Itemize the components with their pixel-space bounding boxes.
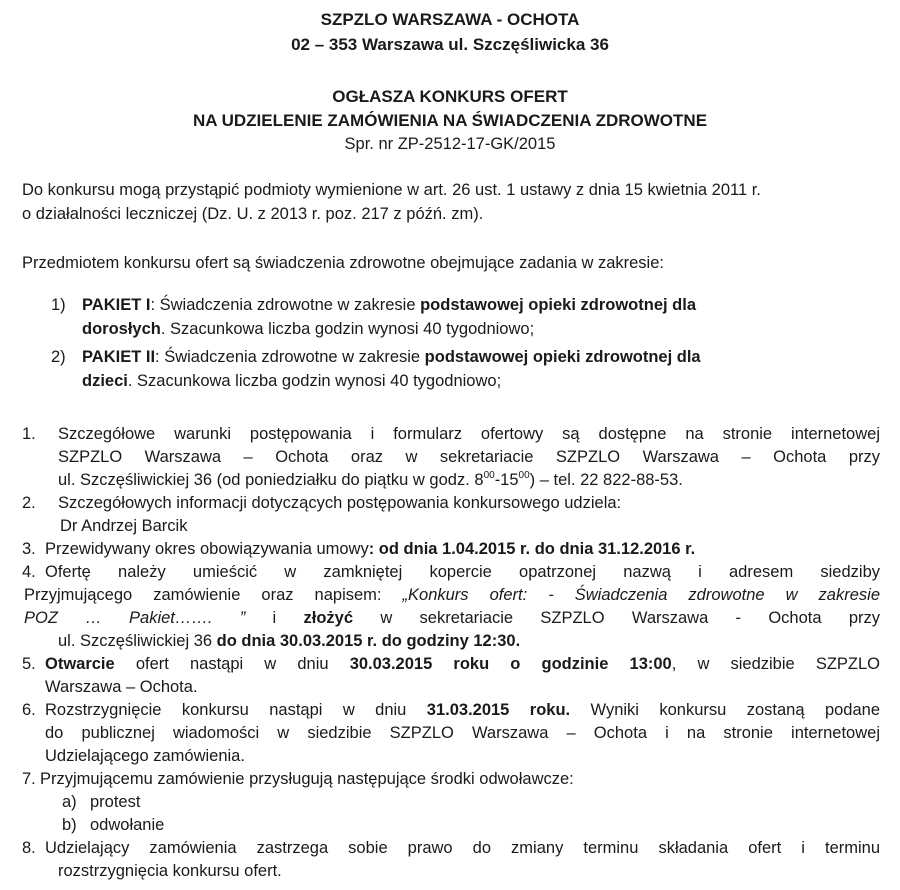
- org-name: SZPZLO WARSZAWA - OCHOTA: [320, 10, 580, 29]
- item-3-number: 3.: [22, 540, 36, 558]
- item-1-number: 1.: [22, 425, 36, 443]
- item-2-line-2: Dr Andrzej Barcik: [60, 517, 188, 535]
- item-3-line: Przewidywany okres obowiązywania umowy: od dnia 1.04.2015 r. do dnia 31.12.2016 r.: [45, 540, 696, 558]
- item-8-number: 8.: [22, 839, 36, 857]
- case-number: Spr. nr ZP-2512-17-GK/2015: [344, 135, 556, 153]
- package-2-number: 2): [51, 348, 66, 366]
- item-2-line-1: Szczegółowych informacji dotyczących postępowania konkursowego udziela:: [58, 494, 622, 512]
- item-7b-text: odwołanie: [90, 816, 165, 834]
- item-1-line-2: SZPZLO Warszawa – Ochota oraz w sekretariacie SZPZLO Warszawa – Ochota przy: [58, 448, 880, 466]
- intro-line-2: o działalności leczniczej (Dz. U. z 2013 r. poz. 217 z późń. zm).: [22, 205, 484, 223]
- package-1-number: 1): [51, 296, 66, 314]
- subject-line: Przedmiotem konkursu ofert są świadczenia zdrowotne obejmujące zadania w zakresie:: [22, 254, 664, 272]
- item-1-line-3: ul. Szczęśliwickiej 36 (od poniedziałku do piątku w godz. $8^{00}-15^{00}$) – tel. 22 822-88-53.: [58, 470, 683, 489]
- item-7a-number: a): [62, 793, 77, 811]
- package-1-line-2: dorosłych. Szacunkowa liczba godzin wynosi 40 tygodniowo;: [82, 320, 535, 338]
- item-4-line-1: Ofertę należy umieścić w zamkniętej kopercie opatrzonej nazwą i adresem siedziby: [45, 563, 880, 581]
- package-2-line-1: PAKIET II: Świadczenia zdrowotne w zakresie podstawowej opieki zdrowotnej dla: [82, 348, 701, 366]
- item-7-line-1: Przyjmującemu zamówienie przysługują następujące środki odwoławcze:: [40, 770, 574, 788]
- item-8-line-1: Udzielający zamówienia zastrzega sobie prawo do zmiany terminu składania ofert i terminu: [45, 839, 880, 857]
- org-address: 02 – 353 Warszawa ul. Szczęśliwicka 36: [291, 35, 609, 54]
- item-4-line-3: POZ … Pakiet……. ” i złożyć w sekretariacie SZPZLO Warszawa - Ochota przy: [24, 609, 881, 627]
- item-7b-number: b): [62, 816, 77, 834]
- package-2-line-2: dzieci. Szacunkowa liczba godzin wynosi 40 tygodniowo;: [82, 372, 502, 390]
- item-7-number: 7.: [22, 770, 36, 788]
- item-5-number: 5.: [22, 655, 36, 673]
- item-6-line-1: Rozstrzygnięcie konkursu nastąpi w dniu 31.03.2015 roku. Wyniki konkursu zostaną podane: [45, 701, 880, 719]
- item-6-line-2: do publicznej wiadomości w siedzibie SZPZLO Warszawa – Ochota i na stronie internetowej: [45, 724, 880, 742]
- item-7a-text: protest: [90, 793, 141, 811]
- item-5-line-2: Warszawa – Ochota.: [45, 678, 198, 696]
- announcement-line-1: OGŁASZA KONKURS OFERT: [332, 87, 568, 106]
- item-6-line-3: Udzielającego zamówienia.: [45, 747, 245, 765]
- item-8-line-2: rozstrzygnięcia konkursu ofert.: [58, 862, 282, 880]
- item-2-number: 2.: [22, 494, 36, 512]
- package-1-line-1: PAKIET I: Świadczenia zdrowotne w zakresie podstawowej opieki zdrowotnej dla: [82, 296, 697, 314]
- announcement-line-2: NA UDZIELENIE ZAMÓWIENIA NA ŚWIADCZENIA ZDROWOTNE: [192, 111, 708, 130]
- item-4-number: 4.: [22, 563, 36, 581]
- intro-line-1: Do konkursu mogą przystąpić podmioty wymienione w art. 26 ust. 1 ustawy z dnia 15 kwietnia 2011 r.: [22, 181, 761, 199]
- item-5-line-1: Otwarcie ofert nastąpi w dniu 30.03.2015 roku o godzinie 13:00, w siedzibie SZPZLO: [45, 655, 880, 673]
- item-6-number: 6.: [22, 701, 36, 719]
- item-1-line-1: Szczegółowe warunki postępowania i formularz ofertowy są dostępne na stronie internetowej: [58, 425, 880, 443]
- item-4-line-4: ul. Szczęśliwickiej 36 do dnia 30.03.2015 r. do godziny 12:30.: [58, 632, 521, 650]
- item-4-line-2: Przyjmującego zamówienie oraz napisem: „Konkurs ofert: - Świadczenia zdrowotne w zakresie: [24, 586, 880, 604]
